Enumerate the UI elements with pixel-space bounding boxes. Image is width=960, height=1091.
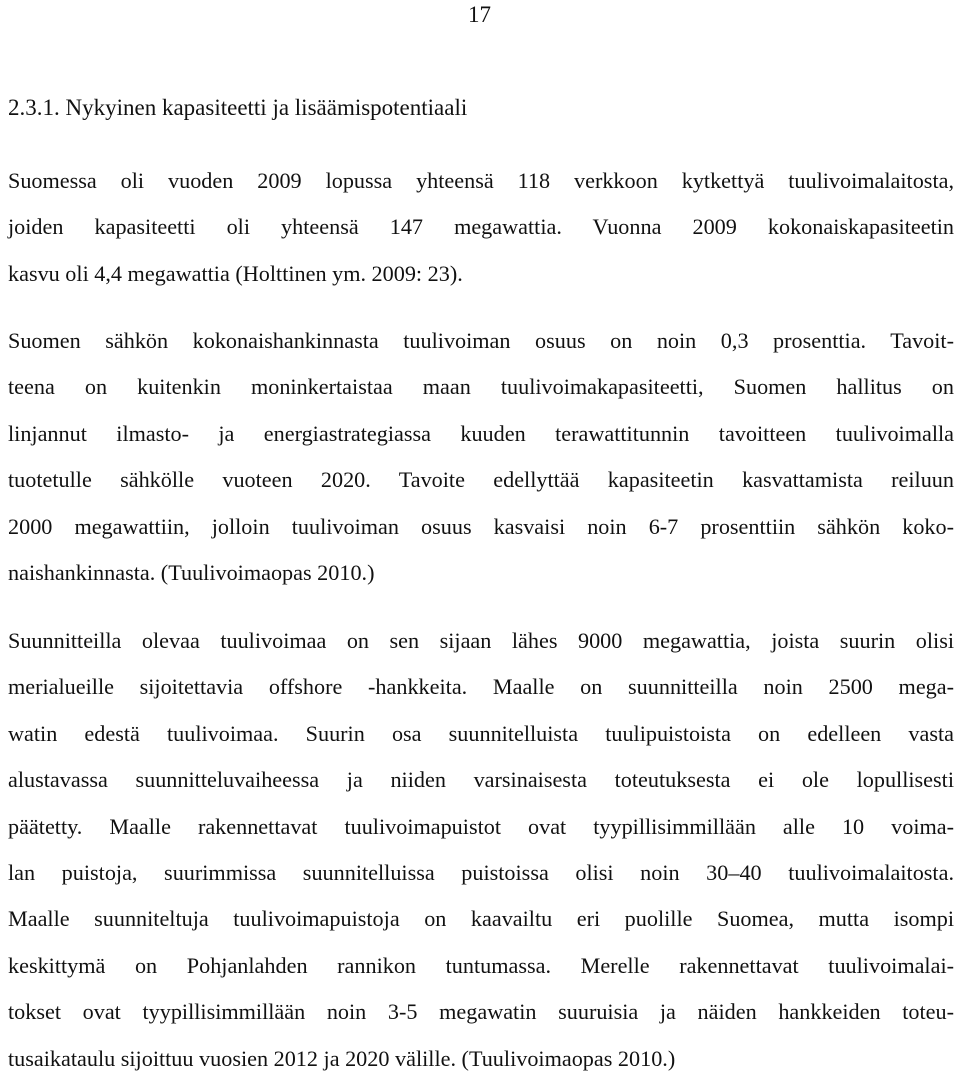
- section-heading: 2.3.1. Nykyinen kapasiteetti ja lisäämispotentiaali: [8, 95, 468, 120]
- paragraph-line: tuotetulle sähkölle vuoteen 2020. Tavoite edellyttää kapasiteetin kasvattamista reiluun: [8, 467, 954, 493]
- page-number: 17: [468, 2, 491, 27]
- paragraph-line: tokset ovat tyypillisimmillään noin 3-5 megawatin suuruisia ja näiden hankkeiden toteu-: [8, 999, 954, 1025]
- paragraph-3: [8, 627, 954, 1091]
- paragraph-line: naishankinnasta. (Tuulivoimaopas 2010.): [8, 559, 375, 585]
- paragraph-line: joiden kapasiteetti oli yhteensä 147 megawattia. Vuonna 2009 kokonaiskapasiteetin: [8, 214, 954, 240]
- paragraph-line: Suomessa oli vuoden 2009 lopussa yhteensä 118 verkkoon kytkettyä tuulivoimalaitosta,: [8, 168, 954, 193]
- paragraph-line: teena on kuitenkin moninkertaistaa maan tuulivoimakapasiteetti, Suomen hallitus on: [8, 374, 954, 400]
- paragraph-line: Suomen sähkön kokonaishankinnasta tuulivoiman osuus on noin 0,3 prosenttia. Tavoit-: [8, 328, 954, 353]
- paragraph-2: [8, 327, 954, 605]
- paragraph-line: Maalle suunniteltuja tuulivoimapuistoja on kaavailtu eri puolille Suomea, mutta isompi: [8, 906, 954, 932]
- paragraph-line: keskittymä on Pohjanlahden rannikon tuntumassa. Merelle rakennettavat tuulivoimalai-: [8, 952, 954, 978]
- paragraph-line: kasvu oli 4,4 megawattia (Holttinen ym. 2009: 23).: [8, 260, 463, 286]
- paragraph-1: [8, 167, 954, 306]
- paragraph-line: päätetty. Maalle rakennettavat tuulivoimapuistot ovat tyypillisimmillään alle 10 voima-: [8, 813, 954, 839]
- paragraph-line: alustavassa suunnitteluvaiheessa ja niiden varsinaisesta toteutuksesta ei ole lopullisesti: [8, 767, 954, 793]
- paragraph-line: linjannut ilmasto- ja energiastrategiassa kuuden terawattitunnin tavoitteen tuulivoimalla: [8, 420, 954, 446]
- paragraph-line: merialueille sijoitettavia offshore -hankkeita. Maalle on suunnitteilla noin 2500 mega-: [8, 674, 954, 700]
- paragraph-line: lan puistoja, suurimmissa suunnitelluissa puistoissa olisi noin 30–40 tuulivoimalaitosta.: [8, 859, 954, 885]
- paragraph-line: 2000 megawattiin, jolloin tuulivoiman osuus kasvaisi noin 6-7 prosenttiin sähkön koko-: [8, 513, 954, 539]
- paragraph-line: watin edestä tuulivoimaa. Suurin osa suunnitelluista tuulipuistoista on edelleen vasta: [8, 720, 954, 746]
- paragraph-line: tusaikataulu sijoittuu vuosien 2012 ja 2020 välille. (Tuulivoimaopas 2010.): [8, 1045, 676, 1071]
- paragraph-line: Suunnitteilla olevaa tuulivoimaa on sen sijaan lähes 9000 megawattia, joista suurin olisi: [8, 628, 954, 653]
